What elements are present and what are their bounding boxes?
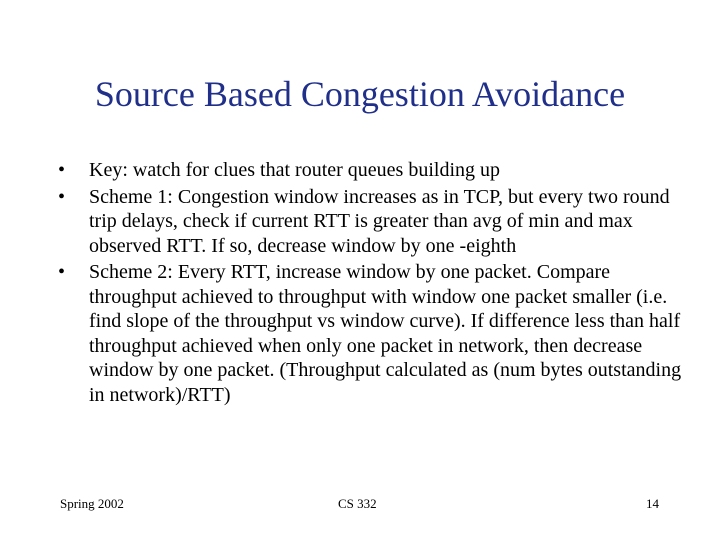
bullet-text: Key: watch for clues that router queues building up <box>89 159 500 181</box>
bullet-item <box>58 260 698 407</box>
bullet-list <box>58 158 698 409</box>
bullet-item <box>58 158 698 183</box>
bullet-item <box>58 185 698 259</box>
bullet-icon: • <box>58 261 66 283</box>
bullet-icon: • <box>58 185 66 208</box>
footer-date: Spring 2002 <box>60 496 124 511</box>
footer-page-number: 14 <box>646 496 659 511</box>
bullet-text: Scheme 2: Every RTT, increase window by one packet. Compare throughput achieved to throughput with window one packet smaller (i.e. find slope of the throughput vs window curve). If difference less than half throughput achieved when only one packet in network, then decrease window by one packet. (Throughput calculated as (num bytes outstanding in network)/RTT) <box>89 261 682 406</box>
bullet-text: Scheme 1: Congestion window increases as in TCP, but every two round trip delays, check if current RTT is greater than avg of min and max observed RTT. If so, decrease window by one -eighth <box>89 185 670 257</box>
slide-title: Source Based Congestion Avoidance <box>94 74 626 114</box>
footer-course: CS 332 <box>338 496 377 511</box>
bullet-icon: • <box>58 159 66 181</box>
